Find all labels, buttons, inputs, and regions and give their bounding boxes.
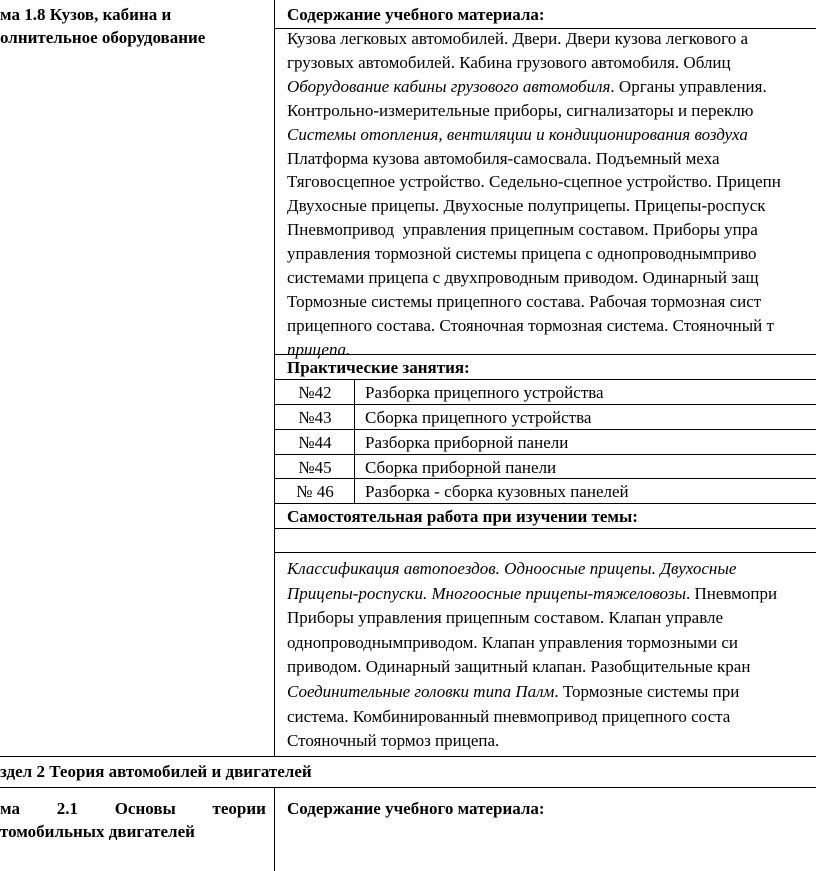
text-run: грузовых автомобилей. Кабина грузового автомобиля. Облиц: [287, 52, 731, 72]
paragraph-line: [287, 147, 816, 171]
practice-number: №44: [298, 433, 332, 452]
section-bottom-rule: [0, 787, 816, 788]
text-run: Приборы управления прицепным составом. Клапан управле: [287, 608, 724, 628]
text-run: Оборудование кабины грузового автомобиля: [287, 76, 611, 96]
paragraph-line: [287, 75, 816, 99]
practice-row-rule: [275, 429, 816, 430]
text-run: . Органы управления.: [610, 76, 767, 96]
topic-2-1-word: ма: [0, 799, 20, 818]
practice-number: № 46: [296, 482, 334, 501]
practice-title: Сборка приборной панели: [365, 458, 557, 477]
paragraph-line: [287, 729, 499, 753]
paragraph-line: [287, 582, 816, 606]
section-title: здел 2 Теория автомобилей и двигателей: [0, 762, 312, 781]
column-divider: [274, 0, 275, 756]
practice-header: Практические занятия:: [287, 358, 470, 377]
paragraph-line: [287, 680, 816, 704]
practice-row-rule: [275, 503, 816, 504]
topic-2-1-word: 2.1: [56, 799, 78, 818]
column-divider-bottom: [274, 787, 275, 871]
paragraph-line: [287, 705, 816, 729]
text-run: Системы отопления, вентиляции и кондиционирования воздуха: [287, 124, 748, 144]
text-run: Платформа кузова автомобиля-самосвала. Подъемный меха: [287, 148, 720, 168]
paragraph-line: [287, 51, 816, 75]
paragraph-line: [287, 194, 816, 218]
text-run: приводом. Одинарный защитный клапан. Разобщительные кран: [287, 657, 751, 677]
self-work-rule: [275, 528, 816, 529]
text-run: система. Комбинированный пневмопривод прицепного соста: [287, 706, 731, 726]
text-run: Кузова легковых автомобилей. Двери. Двери кузова легкового а: [287, 29, 749, 48]
topic-2-1-title-line1: [0, 797, 266, 821]
text-run: системами прицепа с двухпроводным приводом. Одинарный защ: [287, 268, 759, 287]
text-run: Контрольно-измерительные приборы, сигнализаторы и переклю: [287, 100, 754, 120]
paragraph-line: [287, 242, 816, 266]
paragraph-line: [287, 655, 816, 679]
topic-title-line2: олнительное оборудование: [0, 28, 206, 47]
section-top-rule: [0, 756, 816, 757]
practice-row-rule: [275, 404, 816, 405]
practice-title: Сборка прицепного устройства: [365, 408, 592, 427]
paragraph-line: [287, 631, 816, 655]
text-run: Двухосные прицепы. Двухосные полуприцепы. Прицепы-роспуск: [287, 196, 766, 216]
paragraph-line: [287, 606, 816, 630]
practice-header-rule-bottom: [275, 379, 816, 380]
text-run: . Тормозные системы при: [554, 682, 740, 701]
text-run: Тяговосцепное устройство. Седельно-сцепное устройство. Прицепн: [287, 172, 781, 192]
practice-title: Разборка приборной панели: [365, 433, 569, 452]
practice-title: Разборка прицепного устройства: [365, 383, 604, 402]
self-work-header: Самостоятельная работа при изучении темы:: [287, 507, 638, 526]
practice-title: Разборка - сборка кузовных панелей: [365, 482, 629, 501]
paragraph-line: [287, 99, 816, 123]
topic-2-1-title-line2: томобильных двигателей: [0, 822, 195, 841]
topic-2-1-word: Основы: [114, 799, 176, 818]
practice-number: №42: [298, 383, 332, 402]
paragraph-line: [287, 218, 816, 242]
content-header-2-1: Содержание учебного материала:: [287, 799, 545, 818]
text-run: Стояночный тормоз прицепа.: [287, 731, 500, 751]
text-run: прицепного состава. Стояночная тормозная система. Стояночный т: [287, 315, 774, 335]
practice-header-rule-top: [275, 354, 816, 355]
text-run: Прицепы-роспуски. Многоосные прицепы-тяжеловозы: [287, 583, 686, 603]
text-run: Соединительные головки типа Палм: [287, 682, 555, 701]
text-run: управления тормозной системы прицепа с однопроводнымприво: [287, 244, 757, 264]
self-work-gap-rule: [275, 552, 816, 553]
content-header: Содержание учебного материала:: [287, 5, 545, 24]
paragraph-line: [287, 557, 816, 581]
practice-number: №45: [298, 458, 332, 477]
practice-row-rule: [275, 454, 816, 455]
text-run: Пневмопривод управления прицепным составом. Приборы упра: [287, 220, 758, 240]
paragraph-line: [287, 266, 816, 290]
text-run: Классификация автопоездов. Одноосные прицепы. Двухосные: [287, 559, 737, 578]
paragraph-line: [287, 314, 816, 338]
practice-number: №43: [298, 408, 332, 427]
topic-title-line1: ма 1.8 Кузов, кабина и: [0, 5, 172, 24]
text-run: Тормозные системы прицепного состава. Рабочая тормозная сист: [287, 291, 762, 311]
practice-num-divider: [354, 380, 355, 503]
paragraph-line: [287, 170, 816, 194]
paragraph-line: [287, 123, 816, 147]
paragraph-line: [287, 27, 816, 51]
paragraph-line: [287, 290, 816, 314]
text-run: . Пневмопри: [685, 583, 778, 603]
text-run: однопроводнымприводом. Клапан управления тормозными си: [287, 632, 738, 652]
text-run: прицепа.: [287, 339, 351, 359]
topic-2-1-word: теории: [212, 799, 266, 818]
